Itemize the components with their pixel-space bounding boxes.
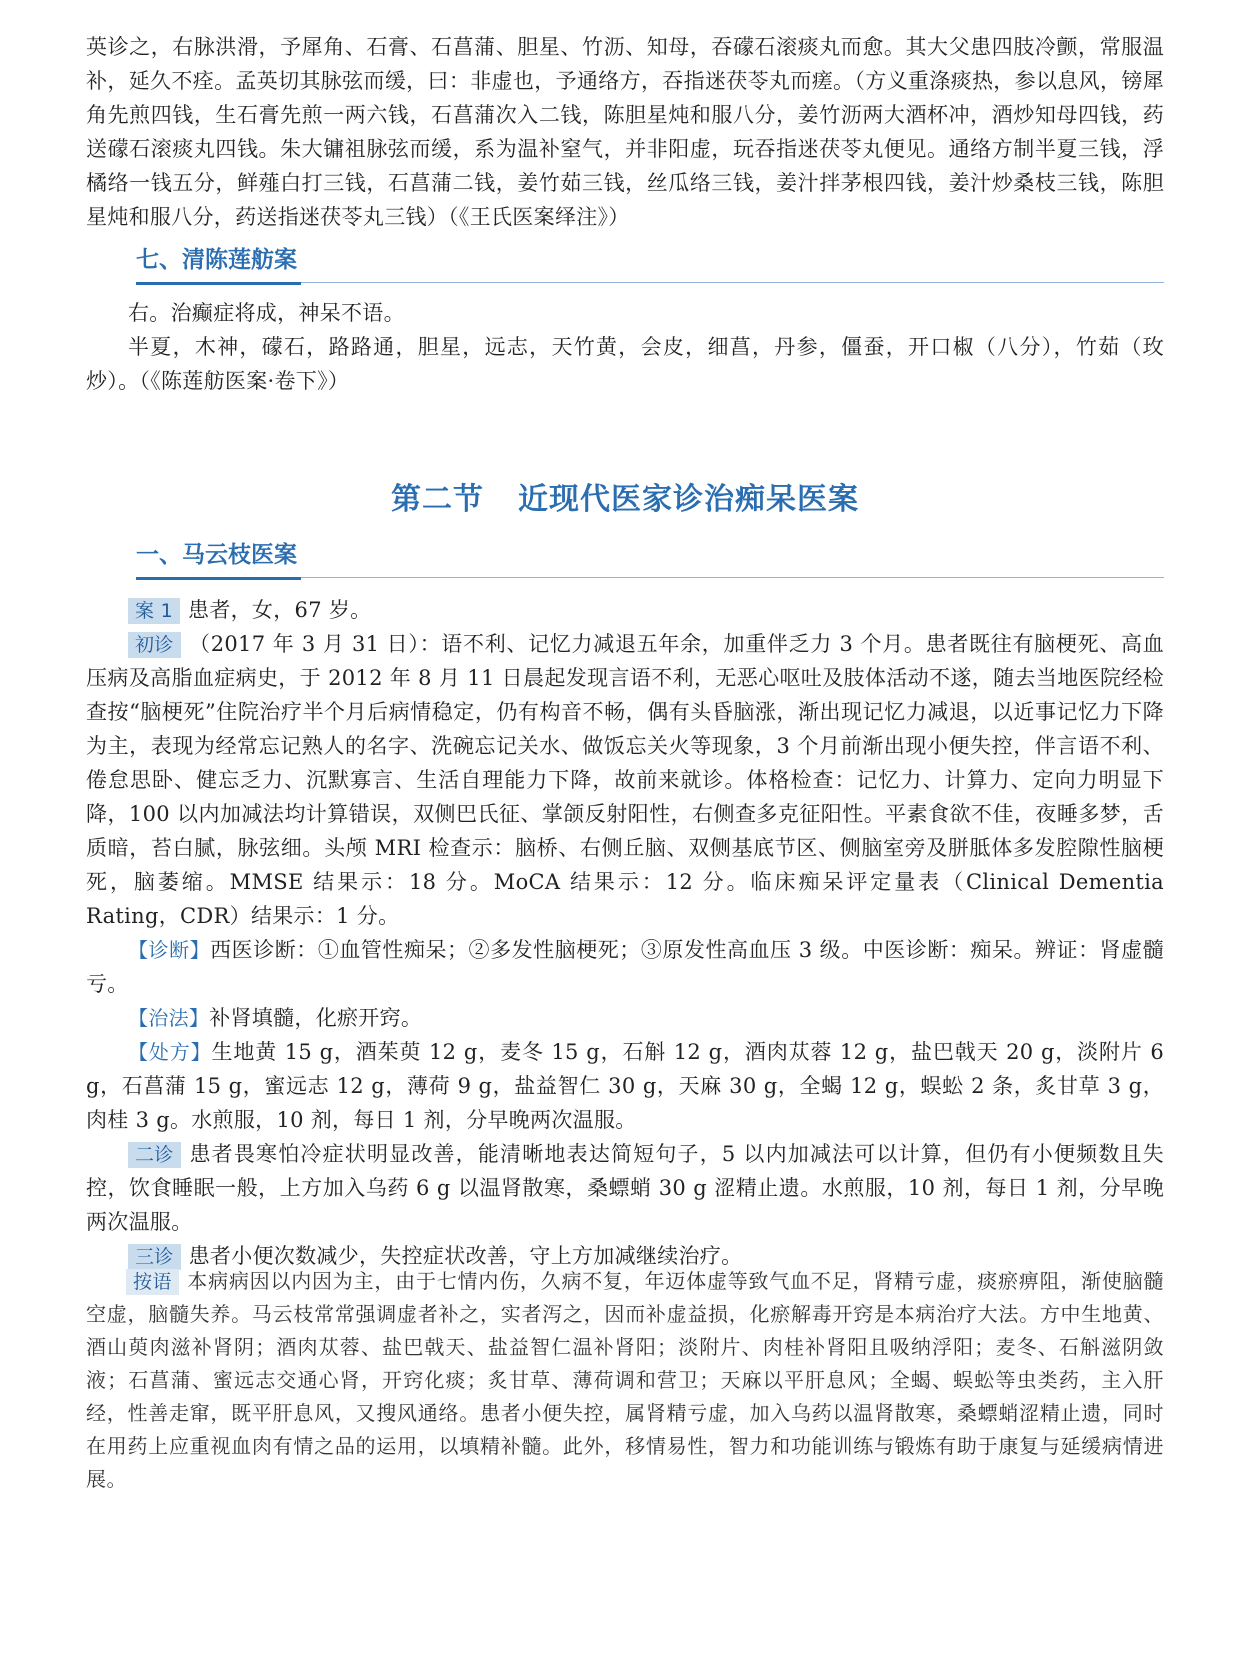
section-1-text-block (86, 593, 1164, 1273)
prescription-para (86, 1035, 1164, 1137)
first-visit-tag: 初诊 (128, 632, 181, 658)
section-heading-1-label: 一、马云枝医案 (136, 537, 301, 580)
treatment-para (86, 1001, 1164, 1035)
prescription-text: 生地黄 15 g，酒茱萸 12 g，麦冬 15 g，石斛 12 g，酒肉苁蓉 12 g，盐巴戟天 20 g，淡附片 6 g，石菖蒲 15 g，蜜远志 12 g，薄荷 9 g，盐益智仁 30 g，天麻 30 g，全蝎 12 g，蜈蚣 2 条，炙甘草 3 g，肉桂 3 g。水煎服，10 剂，每日 1 剂，分早晚两次温服。 (86, 1040, 1165, 1132)
section-heading-1 (136, 537, 1164, 578)
section-7-text-block (86, 296, 1164, 398)
note-text: 本病病因以内因为主，由于七情内伤，久病不复，年迈体虚等致气血不足，肾精亏虚，痰瘀痹阻，渐使脑髓空虚，脑髓失养。马云枝常常强调虚者补之，实者泻之，因而补虚益损，化瘀解毒开窍是本病治疗大法。方中生地黄、酒山萸肉滋补肾阴；酒肉苁蓉、盐巴戟天、盐益智仁温补肾阳；淡附片、肉桂补肾阳且吸纳浮阳；麦冬、石斛滋阴敛液；石菖蒲、蜜远志交通心肾，开窍化痰；炙甘草、薄荷调和营卫；天麻以平肝息风；全蝎、蜈蚣等虫类药，主入肝经，性善走窜，既平肝息风，又搜风通络。患者小便失控，属肾精亏虚，加入乌药以温肾散寒，桑螵蛸涩精止遗，同时在用药上应重视血肉有情之品的运用，以填精补髓。此外，移情易性，智力和功能训练与锻炼有助于康复与延缓病情进展。 (86, 1269, 1164, 1491)
section-7-para-1: 右。治癫症将成，神呆不语。 (128, 301, 405, 325)
section-heading-7 (136, 242, 1164, 283)
section-heading-7-label: 七、清陈莲舫案 (136, 242, 301, 285)
diagnosis-para (86, 933, 1164, 1001)
case-tag: 案 1 (128, 598, 180, 624)
first-visit-para (86, 627, 1164, 933)
top-text-block (86, 30, 1164, 234)
case-line (86, 593, 1164, 627)
treatment-text: 补肾填髓，化瘀开窍。 (209, 1006, 423, 1030)
first-visit-text: （2017 年 3 月 31 日）：语不利、记忆力减退五年余，加重伴乏力 3 个月。患者既往有脑梗死、高血压病及高脂血症病史，于 2012 年 8 月 11 日晨起发现言语不利，无恶心呕吐及肢体活动不遂，随去当地医院经检查按“脑梗死”住院治疗半个月后病情稳定，仍有构音不畅，偶有头昏脑涨，渐出现记忆力减退，以近事记忆力下降为主，表现为经常忘记熟人的名字、洗碗忘记关水、做饭忘关火等现象，3 个月前渐出现小便失控，伴言语不利、倦怠思卧、健忘乏力、沉默寡言、生活自理能力下降，故前来就诊。体格检查：记忆力、计算力、定向力明显下降，100 以内加减法均计算错误，双侧巴氏征、掌颌反射阳性，右侧查多克征阳性。平素食欲不佳，夜睡多梦，舌质暗，苔白腻，脉弦细。头颅 MRI 检查示：脑桥、右侧丘脑、双侧基底节区、侧脑室旁及胼胝体多发腔隙性脑梗死，脑萎缩。MMSE 结果示：18 分。MoCA 结果示：12 分。临床痴呆评定量表（Clinical Dementia Rating，CDR）结果示：1 分。 (86, 632, 1164, 928)
note-block (86, 1265, 1164, 1496)
second-visit-text: 患者畏寒怕冷症状明显改善，能清晰地表达简短句子，5 以内加减法可以计算，但仍有小便频数且失控，饮食睡眠一般，上方加入乌药 6 g 以温肾散寒，桑螵蛸 30 g 涩精止遗。水煎服，10 剂，每日 1 剂，分早晚两次温服。 (86, 1142, 1164, 1234)
second-visit-para (86, 1137, 1164, 1239)
third-visit-tag: 三诊 (128, 1244, 181, 1270)
chapter-title (0, 474, 1250, 518)
section-7-para-2: 半夏，木神，礞石，路路通，胆星，远志，天竹黄，会皮，细菖，丹参，僵蚕，开口椒（八分），竹茹（玫炒）。（《陈莲舫医案·卷下》） (86, 335, 1164, 393)
diagnosis-label: 【诊断】 (128, 938, 211, 962)
note-para (86, 1265, 1164, 1496)
treatment-label: 【治法】 (128, 1006, 210, 1030)
third-visit-text: 患者小便次数减少，失控症状改善，守上方加减继续治疗。 (188, 1244, 743, 1268)
chapter-title-number: 第二节 (391, 482, 484, 517)
note-tag: 按语 (126, 1269, 179, 1295)
top-paragraph: 英诊之，右脉洪滑，予犀角、石膏、石菖蒲、胆星、竹沥、知母，吞礞石滚痰丸而愈。其大父患四肢冷颤，常服温补，延久不痊。孟英切其脉弦而缓，曰：非虚也，予通络方，吞指迷茯苓丸而瘥。（方义重涤痰热，参以息风，镑犀角先煎四钱，生石膏先煎一两六钱，石菖蒲次入二钱，陈胆星炖和服八分，姜竹沥两大酒杯冲，酒炒知母四钱，药送礞石滚痰丸四钱。朱大镛祖脉弦而缓，系为温补窒气，并非阳虚，玩吞指迷茯苓丸便见。通络方制半夏三钱，浮橘络一钱五分，鲜薤白打三钱，石菖蒲二钱，姜竹茹三钱，丝瓜络三钱，姜汁拌茅根四钱，姜汁炒桑枝三钱，陈胆星炖和服八分，药送指迷茯苓丸三钱）（《王氏医案绎注》） (86, 35, 1164, 229)
case-text: 患者，女，67 岁。 (188, 598, 372, 622)
diagnosis-text: 西医诊断：①血管性痴呆；②多发性脑梗死；③原发性高血压 3 级。中医诊断：痴呆。辨证：肾虚髓亏。 (86, 938, 1164, 996)
second-visit-tag: 二诊 (128, 1142, 181, 1168)
chapter-title-text: 近现代医家诊治痴呆医案 (518, 482, 859, 517)
prescription-label: 【处方】 (128, 1040, 212, 1064)
